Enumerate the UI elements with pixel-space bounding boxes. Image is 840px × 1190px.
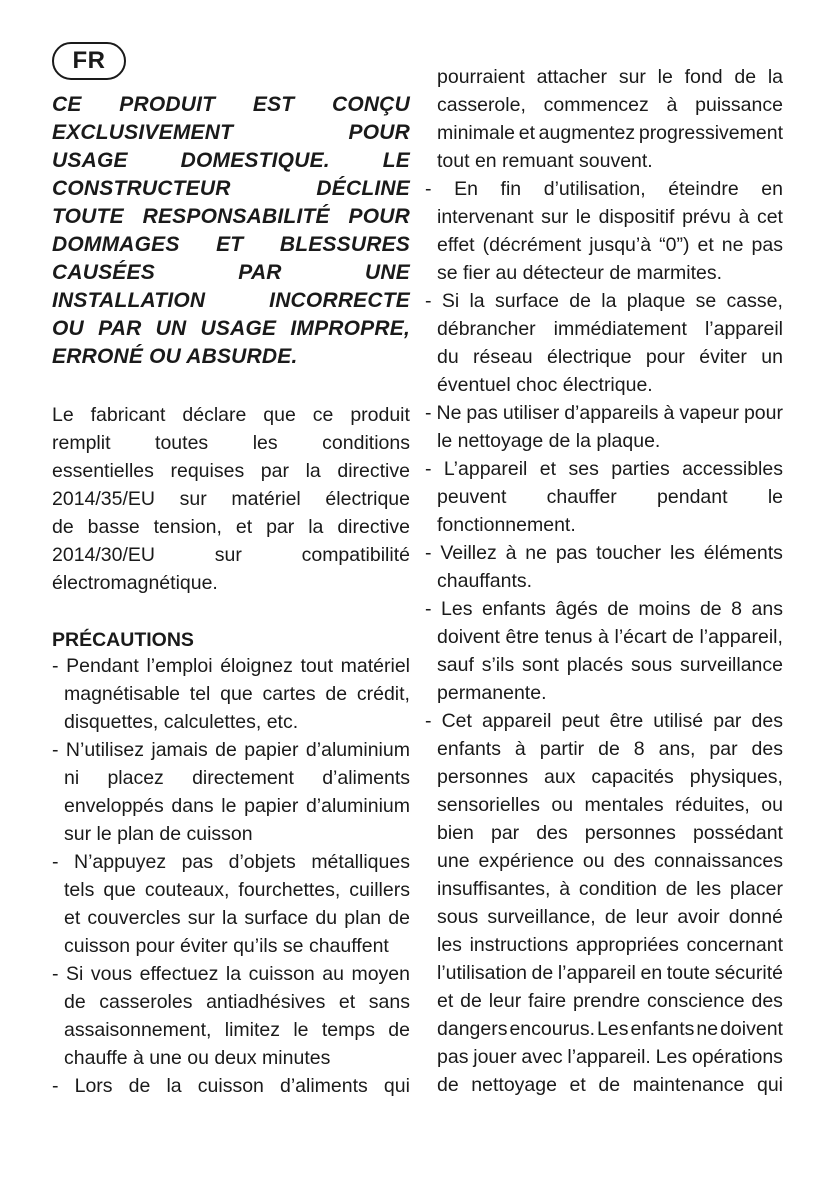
text-line: - Cet appareil peut être utilisé par des <box>425 710 783 732</box>
text-line: - Pendant l’emploi éloignez tout matériel <box>52 655 410 677</box>
text-line: EXCLUSIVEMENT POUR <box>52 121 410 144</box>
text-line: doivent être tenus à l’écart de l’appareil, <box>437 626 783 648</box>
text-line: minimale et augmentez progressivement <box>437 122 783 144</box>
text-line: insuffisantes, à condition de les placer <box>437 878 783 900</box>
text-line: du réseau électrique pour éviter un <box>437 346 783 368</box>
text-line: magnétisable tel que cartes de crédit, <box>64 683 410 705</box>
text-line: une expérience ou des connaissances <box>437 850 783 872</box>
text-line: Le fabricant déclare que ce produit <box>52 404 410 426</box>
text-line: USAGE DOMESTIQUE. LE <box>52 149 410 172</box>
text-line: - Si vous effectuez la cuisson au moyen <box>52 963 410 985</box>
text-line: assaisonnement, limitez le temps de <box>64 1019 410 1041</box>
text-line: cuisson pour éviter qu’ils se chauffent <box>64 935 389 957</box>
text-line: peuvent chauffer pendant le <box>437 486 783 508</box>
text-line: les instructions appropriées concernant <box>437 934 783 956</box>
text-line: remplit toutes les conditions <box>52 432 410 454</box>
text-line: bien par des personnes possédant <box>437 822 783 844</box>
text-line: ERRONÉ OU ABSURDE. <box>52 345 298 368</box>
text-line: de nettoyage et de maintenance qui <box>437 1074 783 1096</box>
text-line: - En fin d’utilisation, éteindre en <box>425 178 783 200</box>
text-line: de casseroles antiadhésives et sans <box>64 991 410 1013</box>
text-line: sensorielles ou mentales réduites, ou <box>437 794 783 816</box>
text-line: - Si la surface de la plaque se casse, <box>425 290 783 312</box>
text-line: éventuel choc électrique. <box>437 374 653 396</box>
text-line: l’utilisation de l’appareil en toute sécurité <box>437 962 783 984</box>
text-line: chauffe à une ou deux minutes <box>64 1047 331 1069</box>
text-line: DOMMAGES ET BLESSURES <box>52 233 410 256</box>
text-line: sous surveillance, de leur avoir donné <box>437 906 783 928</box>
text-line: ni placez directement d’aliments <box>64 767 410 789</box>
text-line: pourraient attacher sur le fond de la <box>437 66 783 88</box>
text-line: intervenant sur le dispositif prévu à cet <box>437 206 783 228</box>
text-line: - N’appuyez pas d’objets métalliques <box>52 851 410 873</box>
text-line: se fier au détecteur de marmites. <box>437 262 723 284</box>
text-line: INSTALLATION INCORRECTE <box>52 289 410 312</box>
text-line: et de leur faire prendre conscience des <box>437 990 783 1012</box>
text-line: TOUTE RESPONSABILITÉ POUR <box>52 205 410 228</box>
text-line: effet (décrément jusqu’à “0”) et ne pas <box>437 234 783 256</box>
precautions-heading: PRÉCAUTIONS <box>52 629 194 651</box>
text-line: CONSTRUCTEUR DÉCLINE <box>52 177 410 200</box>
text-line: casserole, commencez à puissance <box>437 94 783 116</box>
text-line: et couvercles sur la surface du plan de <box>64 907 410 929</box>
text-line: pas jouer avec l’appareil. Les opérations <box>437 1046 783 1068</box>
text-line: 2014/35/EU sur matériel électrique <box>52 488 410 510</box>
text-line: sauf s’ils sont placés sous surveillance <box>437 654 783 676</box>
text-line: - L’appareil et ses parties accessibles <box>425 458 783 480</box>
text-line: CAUSÉES PAR UNE <box>52 261 410 284</box>
text-line: CE PRODUIT EST CONÇU <box>52 93 410 116</box>
language-badge: FR <box>52 42 126 80</box>
text-line: - Les enfants âgés de moins de 8 ans <box>425 598 783 620</box>
text-line: disquettes, calculettes, etc. <box>64 711 299 733</box>
text-line: enfants à partir de 8 ans, par des <box>437 738 783 760</box>
text-line: - Lors de la cuisson d’aliments qui <box>52 1075 410 1097</box>
text-line: 2014/30/EU sur compatibilité <box>52 544 410 566</box>
text-line: essentielles requises par la directive <box>52 460 410 482</box>
text-line: tout en remuant souvent. <box>437 150 653 172</box>
text-line: personnes aux capacités physiques, <box>437 766 783 788</box>
text-line: permanente. <box>437 682 547 704</box>
text-line: électromagnétique. <box>52 572 218 594</box>
text-line: enveloppés dans le papier d’aluminium <box>64 795 410 817</box>
text-line: débrancher immédiatement l’appareil <box>437 318 783 340</box>
text-line: OU PAR UN USAGE IMPROPRE, <box>52 317 410 340</box>
text-line: tels que couteaux, fourchettes, cuillers <box>64 879 410 901</box>
text-line: - Ne pas utiliser d’appareils à vapeur pour <box>425 402 783 424</box>
text-line: le nettoyage de la plaque. <box>437 430 661 452</box>
text-line: fonctionnement. <box>437 514 576 536</box>
text-line: chauffants. <box>437 570 533 592</box>
text-line: de basse tension, et par la directive <box>52 516 410 538</box>
text-line: - N’utilisez jamais de papier d’aluminium <box>52 739 410 761</box>
text-line: - Veillez à ne pas toucher les éléments <box>425 542 783 564</box>
text-line: dangers encourus. Les enfants ne doivent <box>437 1018 783 1040</box>
text-line: sur le plan de cuisson <box>64 823 253 845</box>
